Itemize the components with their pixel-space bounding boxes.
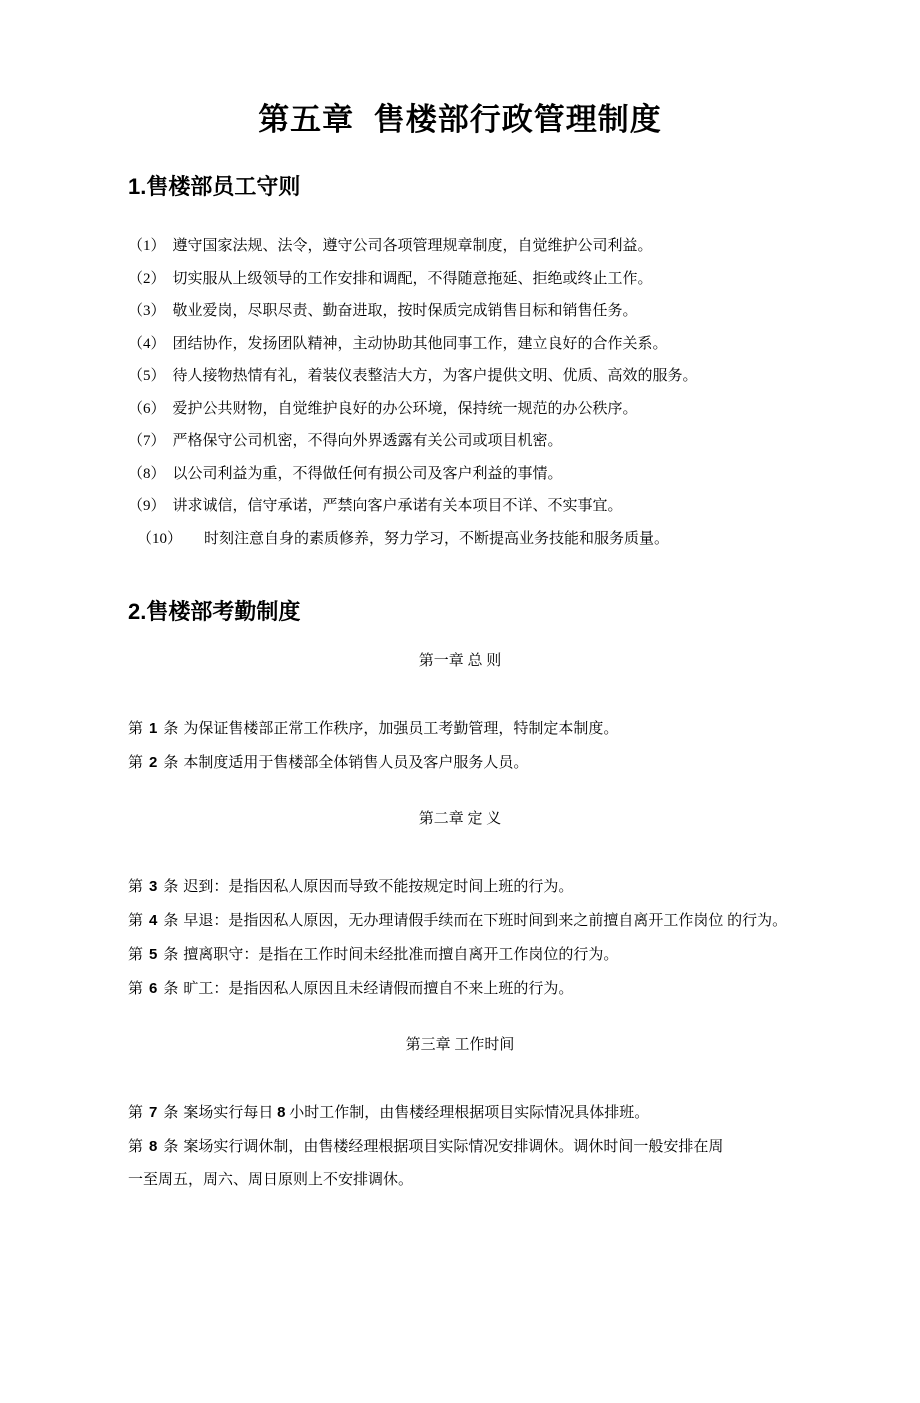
article-6 xyxy=(0,972,920,1006)
article-number: 4 xyxy=(149,912,158,929)
rule-number: （6） xyxy=(128,400,166,417)
rule-item xyxy=(0,393,920,426)
article-text: 旷工：是指因私人原因且未经请假而擅自不来上班的行为。 xyxy=(183,981,574,997)
article-label-pre: 第 xyxy=(128,1105,144,1121)
rule-number: （4） xyxy=(128,335,166,352)
rule-number: （3） xyxy=(128,303,166,319)
article-label-post: 条 xyxy=(163,947,179,963)
article-label-post: 条 xyxy=(163,981,179,997)
article-label-post: 条 xyxy=(163,913,179,929)
rule-item xyxy=(0,328,920,361)
rule-text: 以公司利益为重，不得做任何有损公司及客户利益的事情。 xyxy=(172,465,563,482)
article-text: 案场实行调休制，由售楼经理根据项目实际情况安排调休。调休时间一般安排在周 xyxy=(183,1139,724,1155)
article-number: 8 xyxy=(149,1138,158,1155)
article-text: 擅离职守：是指在工作时间未经批准而擅自离开工作岗位的行为。 xyxy=(183,947,619,963)
rule-number: （7） xyxy=(128,433,166,449)
article-8 xyxy=(0,1130,920,1164)
article-7 xyxy=(0,1096,920,1130)
rule-text: 待人接物热情有礼，着装仪表整洁大方，为客户提供文明、优质、高效的服务。 xyxy=(172,368,698,384)
section-heading-attendance: 2.售楼部考勤制度 xyxy=(128,599,301,624)
rule-text: 时刻注意自身的素质修养，努力学习，不断提高业务技能和服务质量。 xyxy=(204,530,670,547)
rule-item xyxy=(0,295,920,328)
rule-number: （1） xyxy=(128,238,166,254)
chapter-title-2: 第二章 定 义 xyxy=(418,811,502,827)
chapter-title-3: 第三章 工作时间 xyxy=(405,1037,515,1053)
article-4 xyxy=(0,904,920,938)
section-heading-employee-rules: 1.售楼部员工守则 xyxy=(128,174,301,199)
article-text: 迟到：是指因私人原因而导致不能按规定时间上班的行为。 xyxy=(183,879,574,895)
article-number: 1 xyxy=(149,720,158,737)
rule-number: （10） xyxy=(137,530,183,547)
article-text: 早退：是指因私人原因，无办理请假手续而在下班时间到来之前擅自离开工作岗位 的行为。 xyxy=(183,913,788,929)
rule-number: （9） xyxy=(128,498,166,514)
article-number: 2 xyxy=(149,754,158,771)
article-label-pre: 第 xyxy=(128,947,144,963)
article-text: 为保证售楼部正常工作秩序，加强员工考勤管理，特制定本制度。 xyxy=(183,721,619,737)
article-label-pre: 第 xyxy=(128,913,144,929)
article-number: 3 xyxy=(149,878,158,895)
article-8-wrapped-line: 一至周五，周六、周日原则上不安排调休。 xyxy=(128,1172,414,1188)
rule-text: 敬业爱岗，尽职尽责、勤奋进取，按时保质完成销售目标和销售任务。 xyxy=(172,303,638,319)
article-label-post: 条 xyxy=(163,1139,179,1155)
chapter-2-articles xyxy=(0,870,920,1006)
chapter-1-articles xyxy=(0,712,920,780)
rule-item xyxy=(0,230,920,263)
article-label-pre: 第 xyxy=(128,981,144,997)
rule-item xyxy=(0,523,920,556)
article-label-post: 条 xyxy=(163,721,179,737)
chapter-title-1: 第一章 总 则 xyxy=(418,653,502,669)
article-label-pre: 第 xyxy=(128,879,144,895)
rule-text: 爱护公共财物，自觉维护良好的办公环境，保持统一规范的办公秩序。 xyxy=(172,400,638,417)
article-label-post: 条 xyxy=(163,1105,179,1121)
chapter-3-articles xyxy=(0,1096,920,1197)
rule-number: （5） xyxy=(128,368,166,384)
inline-number: 8 xyxy=(277,1104,286,1121)
article-2 xyxy=(0,746,920,780)
rule-text: 严格保守公司机密，不得向外界透露有关公司或项目机密。 xyxy=(172,433,563,449)
rule-number: （2） xyxy=(128,270,166,287)
article-label-post: 条 xyxy=(163,879,179,895)
rule-item xyxy=(0,425,920,458)
article-text: 案场实行每日 xyxy=(183,1105,278,1121)
employee-rules-list xyxy=(0,230,920,555)
rule-text: 遵守国家法规、法令，遵守公司各项管理规章制度，自觉维护公司利益。 xyxy=(172,238,653,254)
article-number: 5 xyxy=(149,946,158,963)
rule-item xyxy=(0,490,920,523)
article-number: 6 xyxy=(149,980,158,997)
article-1 xyxy=(0,712,920,746)
rule-number: （8） xyxy=(128,465,166,482)
article-label-pre: 第 xyxy=(128,755,144,771)
article-number: 7 xyxy=(149,1104,158,1121)
rule-item xyxy=(0,360,920,393)
rule-item xyxy=(0,263,920,296)
article-text: 本制度适用于售楼部全体销售人员及客户服务人员。 xyxy=(183,755,529,771)
article-5 xyxy=(0,938,920,972)
article-text-continued: 小时工作制，由售楼经理根据项目实际情况具体排班。 xyxy=(285,1105,650,1121)
article-label-pre: 第 xyxy=(128,1139,144,1155)
article-3 xyxy=(0,870,920,904)
rule-text: 讲求诚信，信守承诺，严禁向客户承诺有关本项目不详、不实事宜。 xyxy=(172,498,623,514)
article-label-pre: 第 xyxy=(128,721,144,737)
rule-text: 切实服从上级领导的工作安排和调配，不得随意拖延、拒绝或终止工作。 xyxy=(172,270,653,287)
rule-text: 团结协作，发扬团队精神，主动协助其他同事工作，建立良好的合作关系。 xyxy=(172,335,668,352)
document-title: 第五章 售楼部行政管理制度 xyxy=(258,102,662,137)
document-page xyxy=(0,100,920,1403)
article-label-post: 条 xyxy=(163,755,179,771)
rule-item xyxy=(0,458,920,491)
